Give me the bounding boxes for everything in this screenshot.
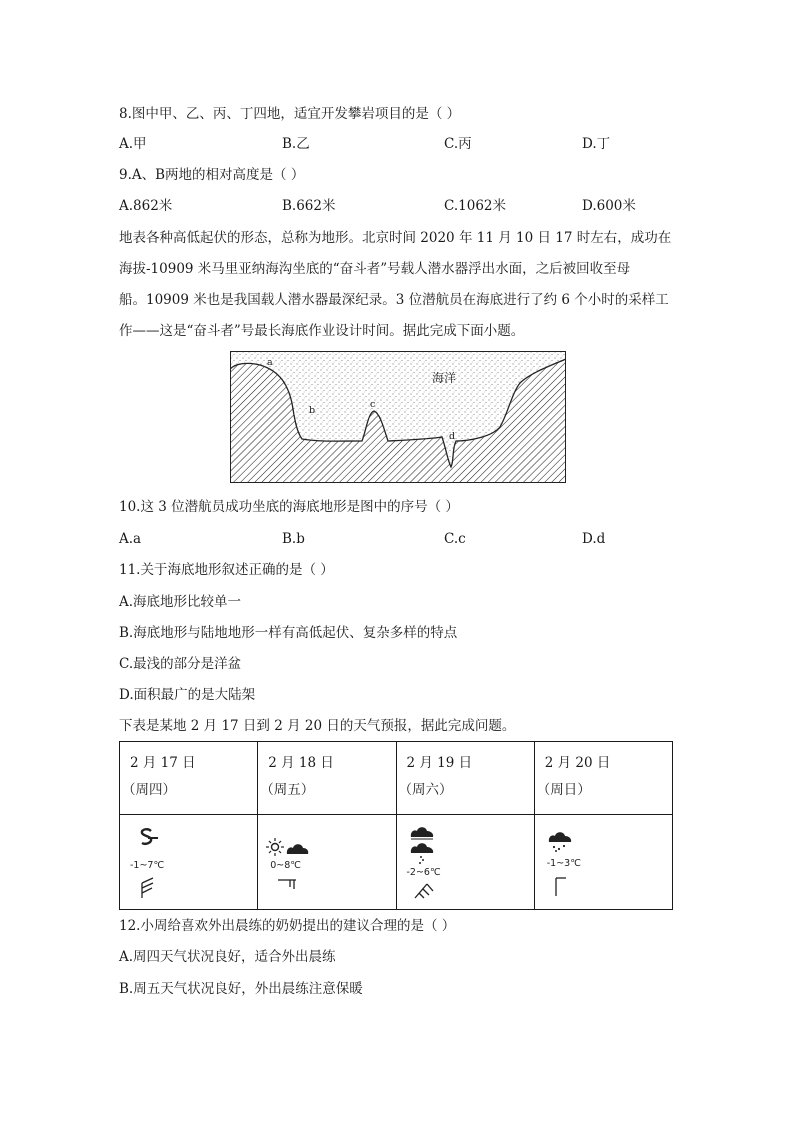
q9-option-a: A.862米	[119, 198, 173, 214]
wind-icon	[136, 827, 160, 849]
point-label-b: b	[309, 405, 316, 416]
q10-option-d: D.d	[582, 531, 606, 547]
q11-option-a: A.海底地形比较单一	[119, 594, 242, 610]
q11-option-d: D.面积最广的是大陆架	[119, 687, 256, 703]
forecast-date: 2 月 18 日	[268, 755, 334, 771]
q10-option-b: B.b	[282, 531, 305, 547]
q10-option-c: C.c	[444, 531, 466, 547]
q9-option-d: D.600米	[582, 198, 636, 214]
temperature-range: 0~8℃	[270, 860, 301, 871]
forecast-weekday: （周日）	[536, 782, 591, 798]
question-11-stem: 11.关于海底地形叙述正确的是（ ）	[119, 562, 334, 578]
forecast-date: 2 月 17 日	[130, 755, 196, 771]
forecast-weekday: （周六）	[398, 782, 453, 798]
forecast-weather-day-3	[396, 815, 534, 910]
q9-option-b: B.662米	[282, 198, 336, 214]
forecast-weekday: （周五）	[260, 782, 315, 798]
q12-option-a: A.周四天气状况良好，适合外出晨练	[119, 949, 336, 965]
cloud-snow-icon	[409, 825, 435, 865]
passage-line-4: 作——这是“奋斗者”号最长海底作业设计时间。据此完成下面小题。	[119, 323, 525, 339]
q11-option-b: B.海底地形与陆地地形一样有高低起伏、复杂多样的特点	[119, 625, 458, 641]
wind-barb-icon	[276, 877, 298, 891]
ocean-label: 海洋	[432, 371, 457, 385]
passage-line-1: 地表各种高低起伏的形态，总称为地形。北京时间 2020 年 11 月 10 日 17 时左右，成功在	[119, 230, 672, 246]
q9-option-c: C.1062米	[444, 198, 506, 214]
forecast-header-day-3	[396, 742, 534, 815]
forecast-header-day-1	[120, 742, 258, 815]
q12-option-b: B.周五天气状况良好，外出晨练注意保暖	[119, 981, 363, 997]
q8-option-d: D.丁	[582, 136, 611, 152]
temperature-range: -1~7℃	[130, 860, 165, 871]
forecast-header-day-2	[258, 742, 396, 815]
forecast-weekday: （周四）	[122, 782, 176, 798]
q8-option-c: C.丙	[444, 136, 472, 152]
question-8-stem: 8.图中甲、乙、丙、丁四地，适宜开发攀岩项目的是（ ）	[119, 106, 461, 122]
q10-option-a: A.a	[119, 531, 142, 547]
question-12-stem: 12.小周给喜欢外出晨练的奶奶提出的建议合理的是（ ）	[119, 918, 456, 934]
point-label-c: c	[370, 399, 376, 410]
seafloor-profile-diagram	[230, 351, 566, 483]
temperature-range: -2~6℃	[406, 867, 441, 878]
forecast-header-day-4	[534, 742, 672, 815]
wind-barb-icon	[138, 877, 158, 899]
sun-cloud-icon	[266, 837, 310, 859]
forecast-weather-day-1	[120, 815, 258, 910]
wind-barb-icon	[413, 879, 435, 899]
wind-barb-icon	[553, 875, 569, 897]
q11-option-c: C.最浅的部分是洋盆	[119, 656, 242, 672]
point-label-d: d	[449, 431, 456, 442]
question-9-stem: 9.A、B两地的相对高度是（ ）	[119, 167, 305, 183]
forecast-weather-day-4	[534, 815, 672, 910]
forecast-weather-day-2	[258, 815, 396, 910]
forecast-date: 2 月 19 日	[406, 755, 473, 771]
point-label-a: a	[267, 357, 273, 368]
weather-forecast-table	[119, 741, 673, 910]
q8-option-a: A.甲	[119, 136, 147, 152]
forecast-date: 2 月 20 日	[544, 755, 611, 771]
question-10-stem: 10.这 3 位潜航员成功坐底的海底地形是图中的序号（ ）	[119, 499, 459, 515]
temperature-range: -1~3℃	[546, 858, 581, 869]
passage-line-2: 海拔-10909 米马里亚纳海沟坐底的“奋斗者”号载人潜水器浮出水面，之后被回收至母	[119, 261, 631, 277]
passage-line-3: 船。10909 米也是我国载人潜水器最深纪录。3 位潜航员在海底进行了约 6 个小时的采样工	[119, 292, 669, 308]
snow-icon	[547, 831, 573, 853]
q8-option-b: B.乙	[282, 136, 310, 152]
weather-intro: 下表是某地 2 月 17 日到 2 月 20 日的天气预报，据此完成问题。	[119, 718, 516, 734]
